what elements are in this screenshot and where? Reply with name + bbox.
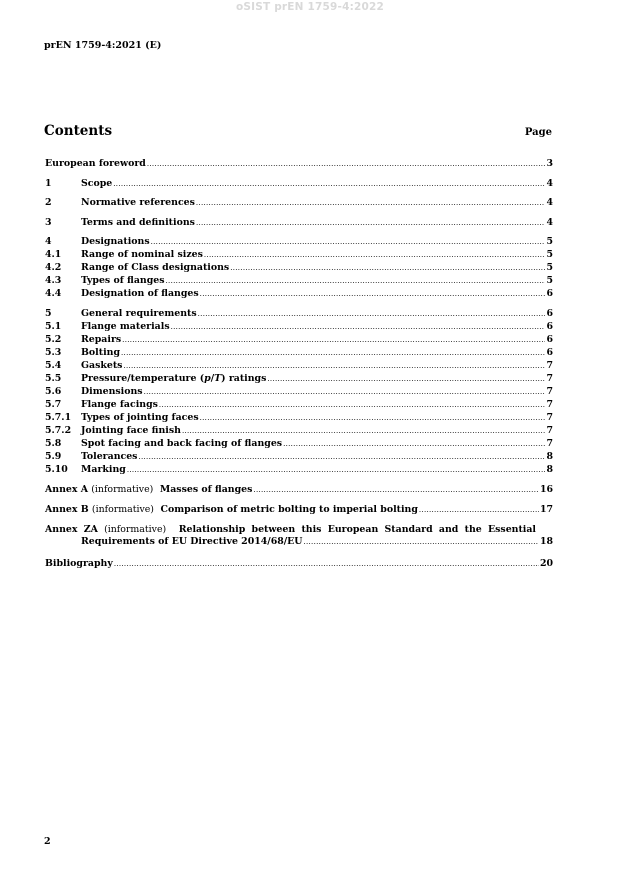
toc-entry[interactable]	[45, 438, 553, 450]
toc-number: 4	[45, 236, 52, 247]
toc-label: Range of nominal sizes	[81, 249, 203, 260]
toc-number: 4.4	[45, 288, 62, 299]
toc-number: 5.7	[45, 399, 62, 410]
contents-title: Contents	[44, 123, 113, 139]
toc-label: Flange materials	[81, 321, 170, 332]
toc-entry[interactable]	[45, 217, 553, 229]
toc-entry[interactable]	[45, 334, 553, 346]
toc-label: Scope	[81, 178, 113, 189]
toc-page: 7	[546, 386, 553, 397]
toc-page: 8	[546, 451, 553, 462]
toc-page: 6	[546, 321, 553, 332]
toc-label: Jointing face finish	[81, 425, 181, 436]
toc-number: 5.2	[45, 334, 62, 345]
toc-label: Marking	[81, 464, 126, 475]
page-number: 2	[44, 836, 51, 847]
toc-page: 4	[546, 178, 553, 189]
toc-page: 3	[546, 158, 553, 169]
toc-number: 2	[45, 197, 52, 208]
toc-number: 5.4	[45, 360, 62, 371]
toc-page: 6	[546, 308, 553, 319]
toc-number: 5	[45, 308, 52, 319]
toc-entry[interactable]	[45, 236, 553, 248]
annex-label: Annex B (informative) Comparison of metric bolting to imperial bolting	[45, 504, 418, 515]
toc-entry[interactable]	[45, 412, 553, 424]
toc-number: 1	[45, 178, 52, 189]
toc-page: 7	[546, 360, 553, 371]
toc-label: Range of Class designations	[81, 262, 230, 273]
toc-label: European foreword	[45, 158, 146, 169]
toc-entry[interactable]	[45, 275, 553, 287]
toc-annex-a[interactable]	[45, 484, 553, 496]
watermark: oSIST prEN 1759-4:2022	[235, 1, 385, 13]
toc-page: 4	[546, 197, 553, 208]
toc-number: 5.7.2	[45, 425, 72, 436]
toc-page: 16	[539, 484, 553, 495]
toc-entry[interactable]	[45, 288, 553, 300]
contents-header	[44, 123, 552, 139]
toc-page: 7	[546, 373, 553, 384]
toc-label: Normative references	[81, 197, 195, 208]
toc-entry[interactable]	[45, 249, 553, 261]
toc-number: 5.10	[45, 464, 68, 475]
toc-annex-b[interactable]	[45, 504, 553, 516]
toc-page: 6	[546, 347, 553, 358]
toc-page: 5	[546, 262, 553, 273]
toc-label: Repairs	[81, 334, 122, 345]
toc-label: Bolting	[81, 347, 121, 358]
toc-entry[interactable]	[45, 451, 553, 463]
toc-label: Gaskets	[81, 360, 123, 371]
toc-number: 4.3	[45, 275, 62, 286]
toc-entry[interactable]	[45, 373, 553, 385]
toc-annex-za[interactable]	[45, 524, 553, 548]
toc-label: Designations	[81, 236, 150, 247]
page-column-label: Page	[524, 127, 552, 138]
toc-label: Pressure/temperature (p/T) ratings	[81, 373, 267, 384]
toc-label: General requirements	[81, 308, 197, 319]
toc-label: Dimensions	[81, 386, 143, 397]
toc-page: 8	[546, 464, 553, 475]
toc-page: 5	[546, 249, 553, 260]
toc-label: Flange facings	[81, 399, 158, 410]
toc-number: 4.2	[45, 262, 62, 273]
toc-number: 4.1	[45, 249, 62, 260]
toc-entry[interactable]	[45, 425, 553, 437]
toc-page: 6	[546, 334, 553, 345]
toc-page: 20	[539, 558, 553, 569]
toc-entry[interactable]	[45, 399, 553, 411]
toc-page: 6	[546, 288, 553, 299]
toc-entry[interactable]	[45, 178, 553, 190]
toc-entry[interactable]	[45, 386, 553, 398]
toc-page: 7	[546, 438, 553, 449]
toc-entry[interactable]	[45, 464, 553, 476]
toc-label: Designation of flanges	[81, 288, 199, 299]
toc-label: Terms and definitions	[81, 217, 195, 228]
document-id: prEN 1759-4:2021 (E)	[44, 40, 162, 51]
toc-number: 5.7.1	[45, 412, 72, 423]
toc-entry[interactable]	[45, 308, 553, 320]
toc-page: 18	[539, 536, 553, 547]
toc-label: Types of jointing faces	[81, 412, 199, 423]
toc-number: 5.6	[45, 386, 62, 397]
toc-label: Tolerances	[81, 451, 138, 462]
annex-label: Annex A (informative) Masses of flanges	[45, 484, 253, 495]
toc-page: 7	[546, 425, 553, 436]
toc-label: Spot facing and back facing of flanges	[81, 438, 283, 449]
toc-page: 4	[546, 217, 553, 228]
toc-number: 5.3	[45, 347, 62, 358]
toc-number: 5.1	[45, 321, 62, 332]
toc-page: 5	[546, 236, 553, 247]
toc-bibliography[interactable]	[45, 558, 553, 570]
toc-entry[interactable]	[45, 360, 553, 372]
toc-page: 17	[539, 504, 553, 515]
annex-label-line2: Requirements of EU Directive 2014/68/EU	[81, 536, 303, 547]
toc-number: 5.8	[45, 438, 62, 449]
toc-entry[interactable]	[45, 262, 553, 274]
toc-entry[interactable]	[45, 158, 553, 170]
toc-entry[interactable]	[45, 347, 553, 359]
toc-page: 5	[546, 275, 553, 286]
toc-entry[interactable]	[45, 197, 553, 209]
toc-number: 5.9	[45, 451, 62, 462]
toc-number: 3	[45, 217, 52, 228]
toc-label: Bibliography	[45, 558, 113, 569]
toc-number: 5.5	[45, 373, 62, 384]
toc-page: 7	[546, 412, 553, 423]
toc-entry[interactable]	[45, 321, 553, 333]
annex-label: Annex ZA (informative) Relationship between this European Standard and the Essential	[45, 524, 536, 535]
toc-label: Types of flanges	[81, 275, 165, 286]
toc-page: 7	[546, 399, 553, 410]
